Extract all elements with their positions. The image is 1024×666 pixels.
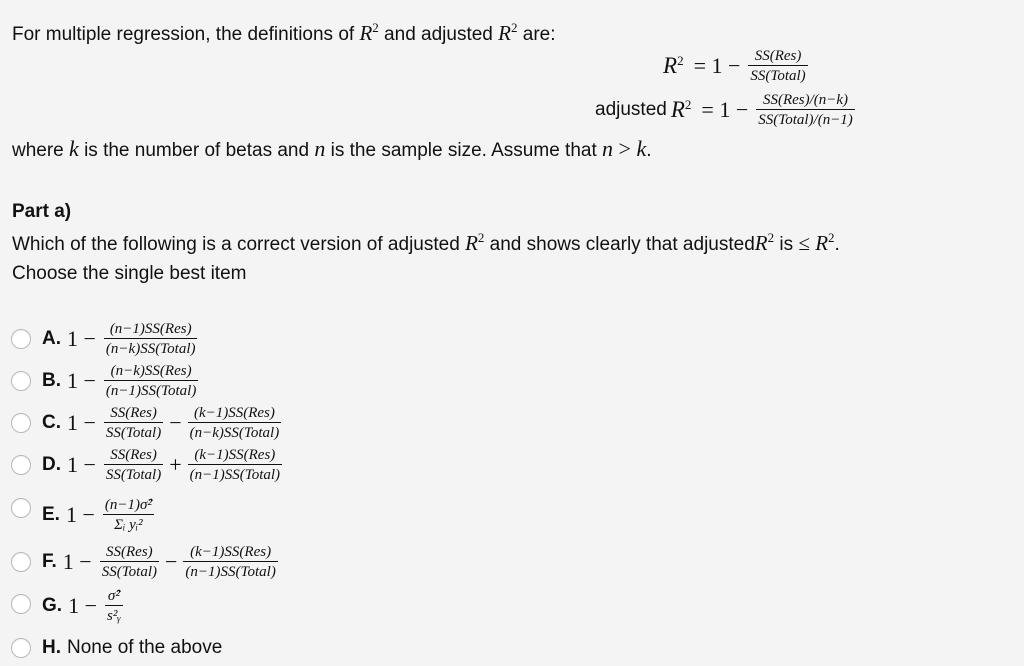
r2-symbol: $R^2$ (498, 20, 518, 45)
adjusted-r2-definition: adjusted $R^2$ = 1 − $\frac{\text{SS(Res)/(n−k)}}{\text{SS(Total)/(n−1)}}$ (595, 92, 853, 129)
option-c-fraction-2: $\frac{\text{(k−1)SS(Res)}}{\text{(n−k)SS(Total)}}$ (189, 404, 280, 442)
intro-text-end: are: (517, 24, 556, 45)
option-d-fraction-1: $\frac{\text{SS(Res)}}{\text{SS(Total)}}$ (105, 446, 162, 484)
radio-option-b[interactable] (11, 371, 31, 391)
radio-option-g[interactable] (11, 594, 31, 614)
radio-option-h[interactable] (11, 638, 31, 658)
where-line: where k is the number of betas and n is the sample size. Assume that n > k. (12, 136, 652, 161)
instruction-text: Choose the single best item (12, 263, 247, 284)
option-a-fraction: $\frac{\text{(n−1)SS(Res)}}{\text{(n−k)SS(Total)}}$ (105, 320, 196, 358)
intro-text-mid: and adjusted (378, 24, 499, 45)
radio-option-d[interactable] (11, 455, 31, 475)
intro-text: For multiple regression, the definitions of (12, 24, 360, 45)
option-f-fraction-2: $\frac{\text{(k−1)SS(Res)}}{\text{(n−1)SS(Total)}}$ (185, 543, 276, 581)
r2-fraction: $\frac{\text{SS(Res)}}{\text{SS(Total)}}$ (750, 48, 806, 85)
option-d-fraction-2: $\frac{\text{(k−1)SS(Res)}}{\text{(n−1)SS(Total)}}$ (189, 446, 281, 484)
option-b-fraction: $\frac{\text{(n−k)SS(Res)}}{\text{(n−1)SS(Total)}}$ (105, 362, 197, 400)
r2-symbol: $R^2$ (359, 20, 379, 45)
radio-option-c[interactable] (11, 413, 31, 433)
option-e-fraction: $\frac{\text{(n−1)σ̂²}}{\text{Σᵢ yᵢ²}}$ (104, 496, 152, 534)
radio-option-e[interactable] (11, 498, 31, 518)
option-g-fraction: $\frac{\text{σ̂²}}{\text{s²ᵧ}}$ (106, 587, 121, 625)
part-title: Part a) (12, 201, 72, 222)
question-text: Which of the following is a correct version of adjusted $R^2$ and shows clearly that adjustedR$^2$ is ≤ $R^2$. (12, 230, 840, 255)
radio-option-a[interactable] (11, 329, 31, 349)
option-f-fraction-1: $\frac{\text{SS(Res)}}{\text{SS(Total)}}$ (101, 543, 157, 581)
option-h-text: None of the above (67, 637, 223, 658)
adjusted-r2-fraction: $\frac{\text{SS(Res)/(n−k)}}{\text{SS(Total)/(n−1)}}$ (758, 92, 853, 129)
r2-definition: $R^2$ = 1 − $\frac{\text{SS(Res)}}{\text{SS(Total)}}$ (663, 48, 806, 85)
intro-line (12, 22, 556, 46)
radio-option-f[interactable] (11, 552, 31, 572)
option-c-fraction-1: $\frac{\text{SS(Res)}}{\text{SS(Total)}}$ (105, 404, 162, 442)
